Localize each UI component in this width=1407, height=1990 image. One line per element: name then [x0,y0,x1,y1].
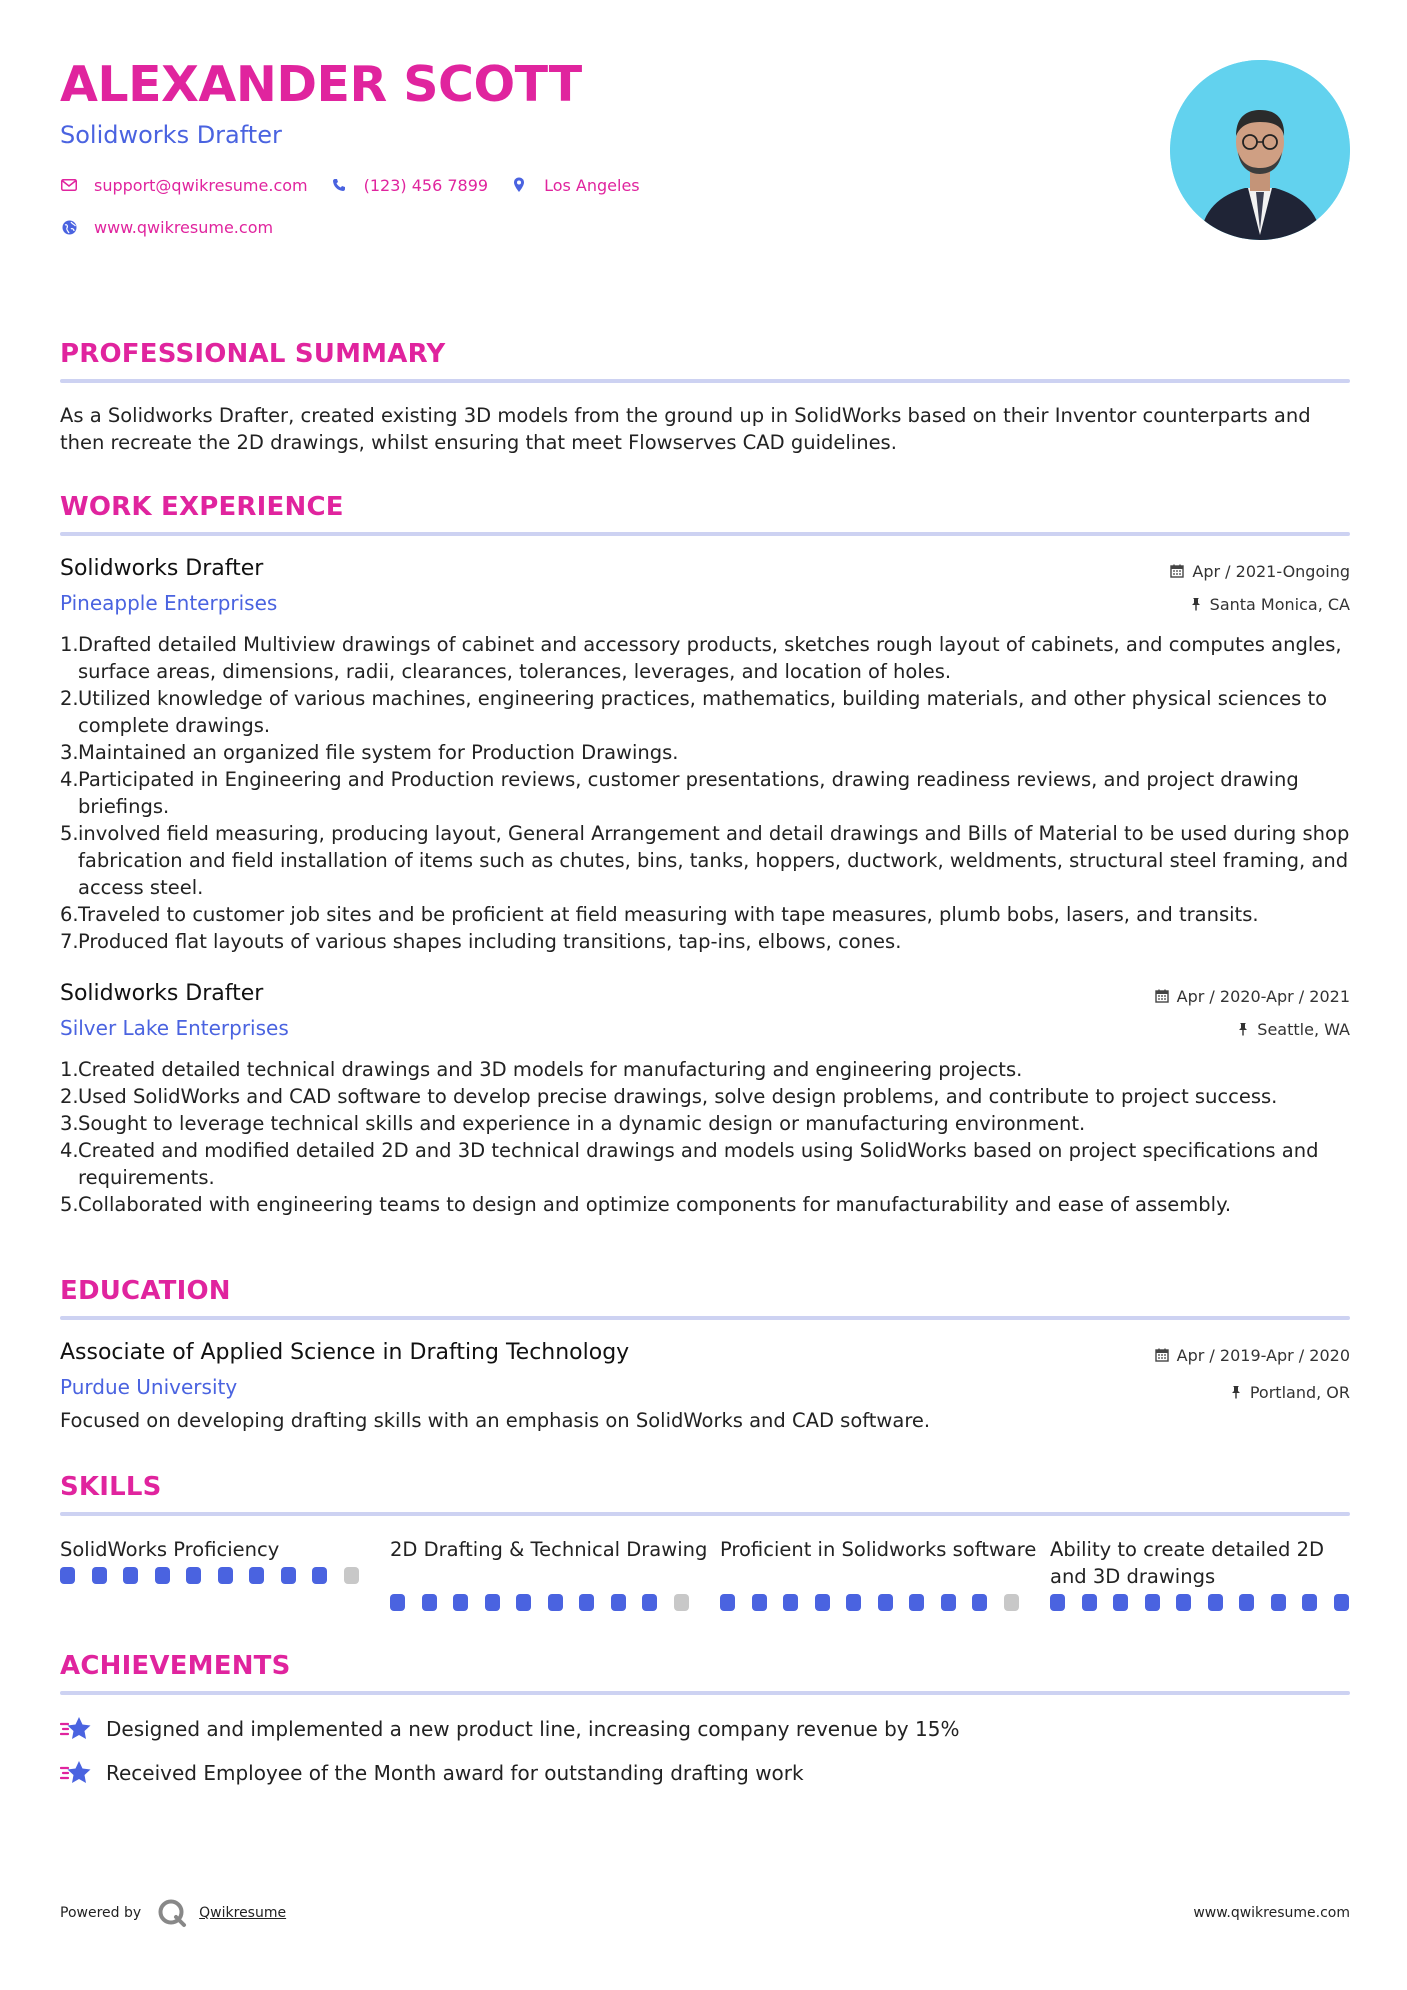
job-dates: Apr / 2021-Ongoing [1192,561,1350,581]
map-pin-icon [510,177,528,193]
rating-dot-filled [155,1567,170,1584]
phone-text: (123) 456 7899 [363,175,489,195]
skill-item [60,1536,390,1611]
powered-by-text: Powered by [60,1905,142,1921]
section-divider [60,1316,1350,1320]
rating-dot-filled [516,1594,531,1611]
job-entry [60,556,1350,955]
list-item: Created detailed technical drawings and 3D models for manufacturing and engineering projects. [78,1058,1023,1081]
phone-icon [330,177,348,193]
rating-dot-filled [1176,1594,1191,1611]
rating-dot-filled [548,1594,563,1611]
job-company: Pineapple Enterprises [60,591,278,615]
section-divider [60,379,1350,383]
rating-dot-filled [878,1594,893,1611]
degree-title: Associate of Applied Science in Drafting Technology [60,1340,630,1365]
rating-dot-filled [1050,1594,1065,1611]
job-company: Silver Lake Enterprises [60,1016,289,1040]
job-dates: Apr / 2020-Apr / 2021 [1176,986,1350,1006]
contact-email[interactable] [60,176,308,195]
achievement-text: Designed and implemented a new product line, increasing company revenue by 15% [106,1717,960,1741]
calendar-icon [1155,1348,1169,1362]
education-dates: Apr / 2019-Apr / 2020 [1176,1345,1350,1365]
list-item: Used SolidWorks and CAD software to develop precise drawings, solve design problems, and contribute to project success. [78,1085,1278,1108]
rating-dot-empty [674,1594,689,1611]
summary-section [60,339,1350,456]
section-title: EDUCATION [60,1276,231,1306]
brand-link[interactable]: Qwikresume [199,1905,287,1921]
list-item: Traveled to customer job sites and be proficient at field measuring with tape measures, plumb bobs, lasers, and transits. [78,903,1259,926]
rating-dot-filled [186,1567,201,1584]
rating-dot-filled [941,1594,956,1611]
skill-name: Ability to create detailed 2D and 3D drawings [1050,1538,1325,1588]
list-item: Collaborated with engineering teams to design and optimize components for manufacturability and ease of assembly. [78,1193,1232,1216]
rating-dot-filled [60,1567,75,1584]
achievement-item [60,1715,1350,1743]
powered-by [60,1898,286,1928]
skill-rating [720,1594,1050,1611]
education-description: Focused on developing drafting skills with an emphasis on SolidWorks and CAD software. [60,1409,931,1432]
contact-phone[interactable] [330,176,488,195]
list-item: involved field measuring, producing layout, General Arrangement and detail drawings and Bills of Material to be used during shop fabrication and field installation of items such as chutes, bins, tanks, hoppers, ductwork, weldments, structural steel framing, and access steel. [78,822,1350,899]
footer [60,1898,1350,1928]
rating-dot-filled [642,1594,657,1611]
email-text: support@qwikresume.com [94,175,308,195]
rating-dot-empty [344,1567,359,1584]
job-entry [60,981,1350,1218]
section-divider [60,1691,1350,1695]
job-meta [1170,561,1350,614]
star-icon [60,1715,92,1743]
section-title: PROFESSIONAL SUMMARY [60,339,446,369]
section-divider [60,532,1350,536]
rating-dot-filled [218,1567,233,1584]
job-bullets [60,1056,1350,1218]
rating-dot-filled [972,1594,987,1611]
rating-dot-filled [783,1594,798,1611]
rating-dot-filled [611,1594,626,1611]
rating-dot-empty [1004,1594,1019,1611]
rating-dot-filled [1082,1594,1097,1611]
section-title: SKILLS [60,1472,162,1502]
education-location: Portland, OR [1249,1382,1350,1402]
rating-dot-filled [1145,1594,1160,1611]
list-item: Sought to leverage technical skills and experience in a dynamic design or manufacturing environment. [78,1112,1086,1135]
skill-name: Proficient in Solidworks software [720,1538,1037,1561]
list-item: Participated in Engineering and Production reviews, customer presentations, drawing readiness reviews, and project drawing briefings. [78,768,1299,818]
job-bullets [60,631,1350,955]
education-section [60,1276,1350,1432]
profile-photo [1170,60,1350,240]
pushpin-icon [1237,1022,1249,1036]
achievement-item [60,1759,1350,1787]
skills-list [60,1536,1350,1611]
rating-dot-filled [92,1567,107,1584]
rating-dot-filled [390,1594,405,1611]
skill-name: 2D Drafting & Technical Drawing [390,1538,708,1561]
rating-dot-filled [752,1594,767,1611]
contact-website[interactable] [60,218,273,237]
skill-rating [390,1594,720,1611]
candidate-name: ALEXANDER SCOTT [60,56,582,113]
job-location: Santa Monica, CA [1209,594,1350,614]
list-item: Produced flat layouts of various shapes including transitions, tap-ins, elbows, cones. [78,930,902,953]
skill-rating [1050,1594,1350,1611]
location-text: Los Angeles [544,175,640,195]
rating-dot-filled [249,1567,264,1584]
experience-section [60,492,1350,1218]
contact-location [510,176,640,195]
envelope-icon [60,177,78,193]
achievements-section [60,1651,1350,1787]
header [60,56,1350,240]
candidate-role: Solidworks Drafter [60,121,282,149]
list-item: Drafted detailed Multiview drawings of cabinet and accessory products, sketches rough layout of cabinets, and computes angles, surface areas, dimensions, radii, clearances, tolerances, leverages, and location of holes. [78,633,1342,683]
rating-dot-filled [453,1594,468,1611]
contact-info [60,175,1350,237]
education-entry [60,1340,1350,1432]
calendar-icon [1155,989,1169,1003]
education-meta [1155,1345,1350,1402]
skill-item [390,1536,720,1611]
calendar-icon [1170,564,1184,578]
skill-name: SolidWorks Proficiency [60,1538,280,1561]
skill-item [1050,1536,1350,1611]
list-item: Created and modified detailed 2D and 3D technical drawings and models using SolidWorks based on project specifications and requirements. [78,1139,1319,1189]
section-divider [60,1512,1350,1516]
pushpin-icon [1190,597,1202,611]
rating-dot-filled [312,1567,327,1584]
job-meta [1155,986,1350,1039]
section-title: ACHIEVEMENTS [60,1651,291,1681]
list-item: Utilized knowledge of various machines, engineering practices, mathematics, building materials, and other physical sciences to complete drawings. [78,687,1328,737]
rating-dot-filled [1334,1594,1349,1611]
rating-dot-filled [485,1594,500,1611]
rating-dot-filled [579,1594,594,1611]
skill-rating [60,1567,390,1584]
rating-dot-filled [422,1594,437,1611]
rating-dot-filled [1113,1594,1128,1611]
school-name: Purdue University [60,1375,238,1399]
star-icon [60,1759,92,1787]
website-text: www.qwikresume.com [94,217,274,237]
section-title: WORK EXPERIENCE [60,492,344,522]
rating-dot-filled [909,1594,924,1611]
rating-dot-filled [281,1567,296,1584]
rating-dot-filled [1271,1594,1286,1611]
rating-dot-filled [720,1594,735,1611]
rating-dot-filled [815,1594,830,1611]
achievement-text: Received Employee of the Month award for outstanding drafting work [106,1761,804,1785]
summary-text: As a Solidworks Drafter, created existing 3D models from the ground up in SolidWorks based on their Inventor counterparts and then recreate the 2D drawings, whilst ensuring that meet Flowserves CAD guidelines. [60,404,1311,454]
job-location: Seattle, WA [1257,1019,1350,1039]
rating-dot-filled [1302,1594,1317,1611]
rating-dot-filled [846,1594,861,1611]
rating-dot-filled [1239,1594,1254,1611]
qwikresume-logo-icon [157,1898,187,1928]
rating-dot-filled [123,1567,138,1584]
footer-website[interactable]: www.qwikresume.com [1193,1905,1350,1921]
list-item: Maintained an organized file system for Production Drawings. [78,741,679,764]
resume-page [60,56,1350,1787]
job-title: Solidworks Drafter [60,981,264,1006]
skill-item [720,1536,1050,1611]
skills-section [60,1472,1350,1611]
job-title: Solidworks Drafter [60,556,264,581]
rating-dot-filled [1208,1594,1223,1611]
pushpin-icon [1230,1385,1242,1399]
globe-icon [60,219,78,235]
